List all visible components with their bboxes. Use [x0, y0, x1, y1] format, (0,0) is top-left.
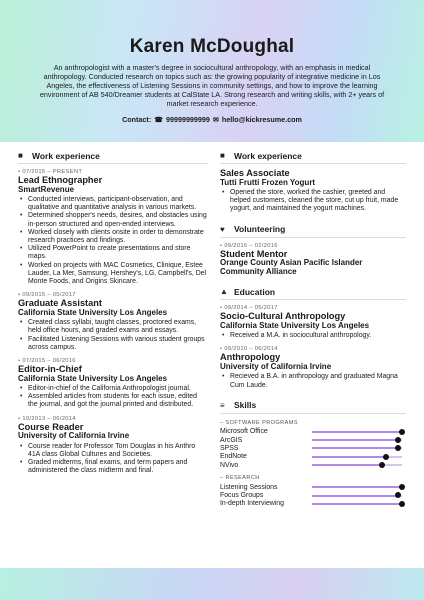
- list-item: • Conducted interviews, participant-observation, and qualitative and quantitative analysis in various markets.: [28, 196, 208, 212]
- skill-level-bar: [312, 486, 402, 488]
- skill-level-bar: [312, 439, 402, 441]
- section-title: Volunteering: [234, 224, 286, 235]
- skill-group-label: – RESEARCH: [220, 475, 260, 482]
- skill-level-dot: [399, 501, 405, 507]
- skills-list: [220, 420, 406, 508]
- phone-number[interactable]: 99999999999: [165, 115, 210, 124]
- skill-name: ArcGIS: [220, 436, 243, 444]
- entry-date: 09/2015 – 05/2017: [22, 292, 76, 299]
- list-item: • Opened the store, worked the cashier, greeted and helped customers, cleaned the store, cut up fruit, made yogurt, and maintained the yogurt machines.: [230, 189, 406, 214]
- section-skills: [220, 400, 406, 414]
- skill-name: EndNote: [220, 453, 247, 461]
- skill-level-bar: [312, 456, 402, 458]
- entry-organization: University of California Irvine: [220, 361, 332, 371]
- section-education: [220, 286, 406, 300]
- list-item: • Worked on projects with MAC Cosmetics, Clinique, Estee Lauder, La Mer, Samsung, Hershey's, LG, Campbell's, Del Monte Foods, and Origins Skincare.: [28, 262, 208, 287]
- skill-name: NVivo: [220, 461, 239, 469]
- entry-organization: Tutti Frutti Frozen Yogurt: [220, 177, 316, 187]
- entry-title: Lead Ethnographer: [18, 175, 103, 185]
- entry-organization: California State University Los Angeles: [18, 307, 168, 317]
- entry-date: 07/2015 – PRESENT: [22, 169, 83, 175]
- heart-icon: ♥: [220, 224, 225, 234]
- entry-bullets: [18, 385, 208, 410]
- entry-date: 10/2013 – 06/2014: [22, 415, 76, 422]
- candidate-name: Karen McDoughal: [129, 36, 295, 57]
- skill-row: [220, 500, 406, 508]
- profile-summary: An anthropologist with a master's degree in sociocultural anthropology, with an emphasis in medical anthropology. Conducted research on topics such as: the growing popularity of integrative medicine in Los Angeles, the effectiveness of Listening Sessions in community settings, and how to improve the learning environment of AB 540/Dreamer students at CalState LA. Strong research and writing skills, with 2+ years of market research experience.: [39, 63, 385, 108]
- graduation-cap-icon: ▲: [220, 287, 228, 297]
- skill-level-dot: [379, 462, 385, 468]
- sliders-icon: ≡: [220, 400, 225, 410]
- entry-bullets: [18, 196, 208, 286]
- list-item: • Course reader for Professor Tom Douglas in his Anthro 41A class Global Cultures and Societies.: [28, 443, 208, 459]
- phone-icon: ☎: [154, 117, 163, 124]
- skill-level-bar: [312, 464, 402, 466]
- entry-bullets: [220, 189, 406, 214]
- entry-bullets: [220, 332, 406, 340]
- list-item: • Recieved a B.A. in anthropology and graduated Magna Cum Laude.: [230, 373, 406, 389]
- right-column: [220, 150, 406, 508]
- skill-row: [220, 453, 406, 461]
- entry-title: Sales Associate: [220, 168, 290, 178]
- skill-level-fill: [312, 439, 398, 441]
- skill-level-fill: [312, 431, 402, 433]
- skill-row: [220, 436, 406, 444]
- list-item: • Graded midterms, final exams, and term papers and administered the class midterm and final.: [28, 459, 208, 475]
- work-entry: • 07/2015 – PRESENT Lead Ethnographer SmartRevenue • Conducted interviews, participant-observation, and qualitative and quantitative analysis in various markets. • Determined shopper's needs, desires, and obstacles using in-person structured and open-ended interviews. • Worked closely with clients onsite in order to demonstrate research practices and findings. • Utilized PowerPoint to create presentations and store maps. • Worked on projects with MAC Cosmetics, Clinique, Estee Lauder, La Mer, Samsung, Hershey's, LG, Campbell's, Del Monte Foods, and Origins Skincare.: [18, 169, 208, 286]
- briefcase-icon: ■: [18, 151, 23, 160]
- section-title: Work experience: [234, 150, 302, 161]
- envelope-icon: ✉: [212, 117, 219, 124]
- skill-name: Microsoft Office: [220, 428, 268, 436]
- section-title: Work experience: [32, 150, 100, 161]
- education-entry: • 09/2014 – 05/2017 Socio-Cultural Anthropology California State University Los Angeles • Received a M.A. in sociocultural anthropology.: [220, 305, 406, 340]
- list-item: • Facilitated Listening Sessions with various student groups across campus.: [28, 336, 208, 352]
- skill-level-fill: [312, 456, 386, 458]
- list-item: • Determined shopper's needs, desires, and obstacles using in-person structured and open-ended interviews.: [28, 212, 208, 228]
- section-title: Skills: [234, 400, 257, 411]
- list-item: • Editor-in-chief of the California Anthropologist journal.: [28, 385, 208, 393]
- skill-group-label: – SOFTWARE PROGRAMS: [220, 419, 298, 426]
- skill-name: In-depth Interviewing: [220, 500, 284, 508]
- list-item: • Created class syllabi, taught classes, proctored exams, held office hours, and graded exams and essays.: [28, 319, 208, 335]
- entry-organization: University of California Irvine: [18, 431, 130, 441]
- entry-organization: Orange County Asian Pacific Islander Community Alliance: [220, 258, 363, 276]
- entry-organization: SmartRevenue: [18, 184, 75, 194]
- list-item: • Worked closely with clients onsite in order to demonstrate research practices and findings.: [28, 229, 208, 245]
- skill-level-dot: [395, 445, 401, 451]
- skill-row: [220, 428, 406, 436]
- work-entry: [220, 169, 406, 214]
- email-address[interactable]: hello@kickresume.com: [221, 115, 302, 124]
- skill-name: Focus Groups: [220, 492, 264, 500]
- skill-name: Listening Sessions: [220, 483, 278, 491]
- work-entry: • 10/2013 – 06/2014 Course Reader University of California Irvine • Course reader for Professor Tom Douglas in his Anthro 41A class Global Cultures and Societies. • Graded midterms, final exams, and term papers and administered the class midterm and final.: [18, 416, 208, 476]
- skill-level-fill: [312, 495, 398, 497]
- skill-level-bar: [312, 495, 402, 497]
- entry-organization: California State University Los Angeles: [18, 373, 168, 383]
- skill-level-fill: [312, 486, 402, 488]
- skill-row: [220, 461, 406, 469]
- entry-organization: California State University Los Angeles: [220, 320, 370, 330]
- contact-label: Contact:: [122, 115, 152, 124]
- entry-date: 09/2014 – 05/2017: [224, 305, 278, 312]
- section-volunteering: [220, 224, 406, 238]
- entry-bullets: [18, 443, 208, 476]
- contact-line: [0, 115, 424, 124]
- skill-row: [220, 483, 406, 491]
- skill-level-dot: [395, 437, 401, 443]
- skill-name: SPSS: [220, 444, 239, 452]
- list-item: • Utilized PowerPoint to create presentations and store maps.: [28, 245, 208, 261]
- skill-level-fill: [312, 503, 402, 505]
- section-title: Education: [234, 286, 276, 297]
- entry-title: Graduate Assistant: [18, 298, 102, 309]
- entry-title: Editor-in-Chief: [18, 364, 82, 375]
- entry-title: Anthropology: [220, 352, 281, 363]
- section-work-experience: [220, 150, 406, 164]
- footer-background: [0, 568, 424, 600]
- skill-level-bar: [312, 447, 402, 449]
- skill-level-dot: [395, 492, 401, 498]
- list-item: • Assembled articles from students for each issue, edited the journal, and got the journal printed and distributed.: [28, 393, 208, 409]
- skill-level-bar: [312, 431, 402, 433]
- education-entry: • 09/2010 – 06/2014 Anthropology University of California Irvine • Recieved a B.A. in anthropology and graduated Magna Cum Laude.: [220, 346, 406, 389]
- entry-date: 07/2015 – 06/2016: [22, 358, 76, 365]
- entry-date: 09/2015 – 02/2016: [224, 242, 278, 249]
- skill-level-fill: [312, 447, 398, 449]
- work-entry: • 07/2015 – 06/2016 Editor-in-Chief California State University Los Angeles • Editor-in-chief of the California Anthropologist journal. • Assembled articles from students for each issue, edited the journal, and got the journal printed and distributed.: [18, 358, 208, 410]
- left-column: [18, 150, 208, 481]
- entry-bullets: [220, 373, 406, 389]
- section-work-experience: [18, 150, 208, 164]
- entry-date: 09/2010 – 06/2014: [224, 346, 278, 353]
- skill-row: [220, 492, 406, 500]
- skill-row: [220, 444, 406, 452]
- entry-bullets: [18, 319, 208, 352]
- entry-title: Socio-Cultural Anthropology: [220, 311, 346, 322]
- work-entry: • 09/2015 – 05/2017 Graduate Assistant California State University Los Angeles • Created class syllabi, taught classes, proctored exams, held office hours, and graded exams and essays. • Facilitated Listening Sessions with various student groups across campus.: [18, 292, 208, 352]
- list-item: • Received a M.A. in sociocultural anthropology.: [230, 332, 406, 340]
- skill-level-bar: [312, 503, 402, 505]
- skill-level-dot: [383, 454, 389, 460]
- volunteer-entry: • 09/2015 – 02/2016 Student Mentor Orange County Asian Pacific Islander Community Alliance: [220, 243, 406, 277]
- briefcase-icon: ■: [220, 151, 225, 160]
- entry-title: Student Mentor: [220, 248, 288, 259]
- entry-title: Course Reader: [18, 421, 84, 432]
- skill-level-fill: [312, 464, 382, 466]
- skill-level-dot: [399, 429, 405, 435]
- skill-level-dot: [399, 484, 405, 490]
